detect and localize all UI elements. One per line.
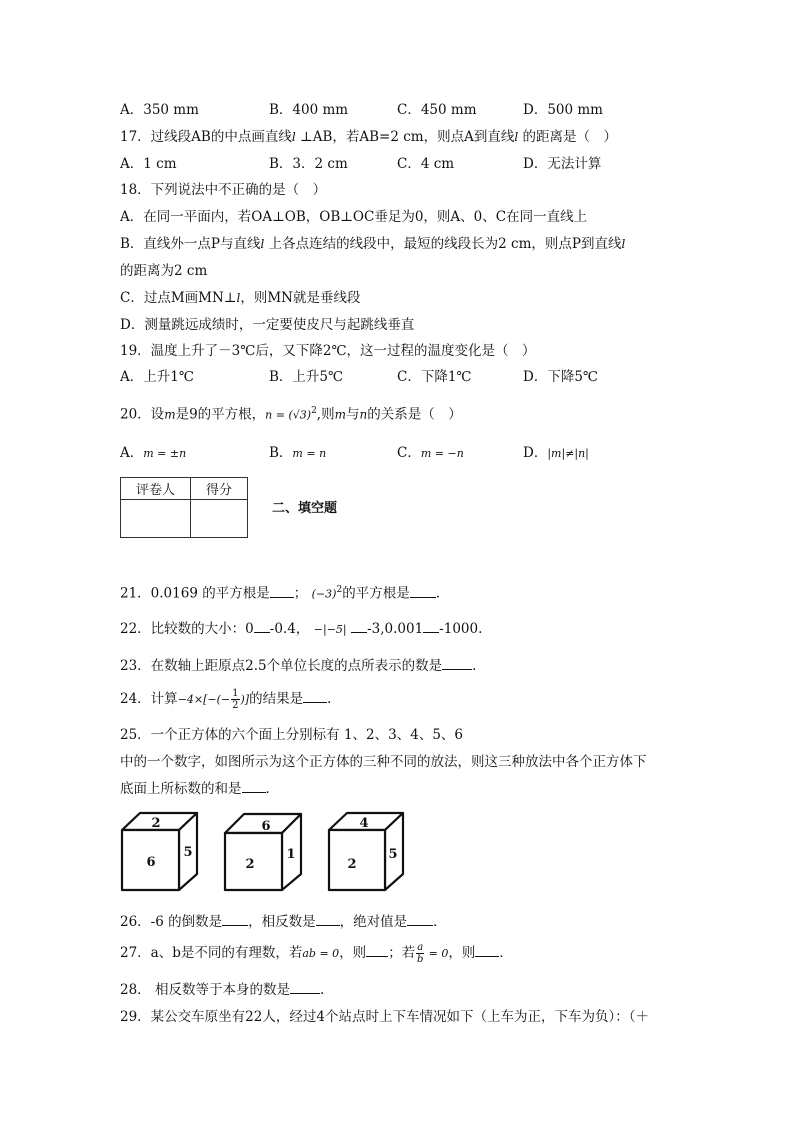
q21: 21．0.0169 的平方根是 ； $(-3)^2$的平方根是 . <box>120 585 441 602</box>
answer-blank[interactable] <box>351 620 367 633</box>
q19-options <box>120 368 680 386</box>
answer-blank[interactable] <box>366 944 388 957</box>
q18-option-b: B．直线外一点P与直线l 上各点连结的线段中，最短的线段长为2 cm，则点P到直线l <box>120 236 626 252</box>
q25-line1: 25．一个正方体的六个面上分别标有 1、2、3、4、5、6 <box>120 727 464 743</box>
answer-blank[interactable] <box>423 620 439 633</box>
q17-options <box>120 155 680 173</box>
grader-header: 评卷人 <box>121 478 191 500</box>
q20-option-b: B．m = n <box>269 445 327 461</box>
answer-blank[interactable] <box>242 780 266 793</box>
cube-2-top-number: 6 <box>261 819 271 834</box>
cube-1-front-number: 6 <box>146 855 156 870</box>
cube-3 <box>329 813 403 890</box>
q20-option-c: C．m = −n <box>397 445 464 461</box>
answer-blank[interactable] <box>270 585 294 598</box>
q19-option-a: A．上升1℃ <box>120 369 194 385</box>
score-header: 得分 <box>191 478 248 500</box>
answer-blank[interactable] <box>222 913 248 926</box>
q18-option-a: A．在同一平面内，若OA⊥OB，OB⊥OC垂足为0，则A、0、C在同一直线上 <box>120 209 588 225</box>
q17-option-d: D．无法计算 <box>523 156 602 172</box>
q25-line3: 底面上所标数的和是 ． <box>120 781 279 797</box>
q19-option-c: C．下降1℃ <box>397 369 472 385</box>
q18-option-b-continued: 的距离为2 cm <box>120 263 208 279</box>
answer-blank[interactable] <box>475 944 499 957</box>
q27: 27．a、b是不同的有理数，若ab = 0，则 ；若 $\frac{a}{b}$ = 0，则 ． <box>120 942 513 965</box>
answer-blank[interactable] <box>407 913 433 926</box>
section-title-fill-in: 二、填空题 <box>272 501 338 516</box>
answer-blank[interactable] <box>410 585 436 598</box>
q19-stem: 19．温度上升了－3℃后，又下降2℃，这一过程的温度变化是（ ） <box>120 343 536 359</box>
q20-option-a: A．m = ±n <box>120 445 187 461</box>
q16-option-a: A．350 mm <box>120 102 199 118</box>
q22: 22．比较数的大小：0 -0.4， −|−5| -3,0.001 -1000. <box>120 621 483 637</box>
q17-stem: 17．过线段AB的中点画直线l ⊥AB，若AB=2 cm，则点A到直线l 的距离是（ ） <box>120 129 617 145</box>
cube-3-top-number: 4 <box>359 816 369 831</box>
cube-3-front-number: 2 <box>347 857 357 872</box>
score-cell[interactable] <box>191 500 248 538</box>
q16-option-c: C．450 mm <box>397 102 477 118</box>
q16-option-d: D．500 mm <box>523 102 603 118</box>
cube-2-side-number: 1 <box>286 847 296 862</box>
q19-option-d: D．下降5℃ <box>523 369 599 385</box>
q16-option-b: B．400 mm <box>269 102 349 118</box>
cube-1-side-number: 5 <box>183 845 193 860</box>
answer-blank[interactable] <box>442 657 472 670</box>
q20-options <box>120 444 680 462</box>
q19-option-b: B．上升5℃ <box>269 369 344 385</box>
fraction-one-half: $\frac{1}{2}$ <box>232 688 239 711</box>
score-table <box>120 477 248 538</box>
q20-stem: 20．设m是9的平方根，$n = (√3)^2$,则m与n的关系是（ ） <box>120 406 462 423</box>
q24: 24．计算−4×[−(− $\frac{1}{2}$ )]的结果是 . <box>120 688 332 711</box>
cube-1 <box>122 813 197 890</box>
grader-cell[interactable] <box>121 500 191 538</box>
cube-3-side-number: 5 <box>388 847 398 862</box>
q18-option-d: D．测量跳远成绩时，一定要使皮尺与起跳线垂直 <box>120 317 415 333</box>
answer-blank[interactable] <box>290 981 320 994</box>
q28: 28． 相反数等于本身的数是 . <box>120 982 325 998</box>
answer-blank[interactable] <box>303 690 327 703</box>
cube-2-front-number: 2 <box>245 857 255 872</box>
q23: 23．在数轴上距原点2.5个单位长度的点所表示的数是 . <box>120 658 477 674</box>
fraction-a-over-b: $\frac{a}{b}$ <box>416 942 424 965</box>
q18-option-c: C．过点M画MN⊥l，则MN就是垂线段 <box>120 290 361 306</box>
q20-option-d: D．|m|≠|n| <box>523 445 589 461</box>
q26: 26．-6 的倒数是 ，相反数是 ，绝对值是 ． <box>120 914 447 930</box>
cube-1-top-number: 2 <box>151 816 161 831</box>
q18-stem: 18．下列说法中不正确的是（ ） <box>120 182 327 198</box>
q29-stem: 29．某公交车原坐有22人，经过4个站点时上下车情况如下（上车为正，下车为负）：（＋ <box>120 1009 649 1025</box>
answer-blank[interactable] <box>316 913 340 926</box>
q17-option-b: B．3．2 cm <box>269 156 348 172</box>
cubes-figure <box>118 810 408 896</box>
q16-options <box>120 101 680 119</box>
q17-option-c: C．4 cm <box>397 156 455 172</box>
cube-2 <box>225 814 301 890</box>
q25-line2: 中的一个数字，如图所示为这个正方体的三种不同的放法，则这三种放法中各个正方体下 <box>120 754 647 770</box>
q17-option-a: A．1 cm <box>120 156 177 172</box>
answer-blank[interactable] <box>254 620 270 633</box>
